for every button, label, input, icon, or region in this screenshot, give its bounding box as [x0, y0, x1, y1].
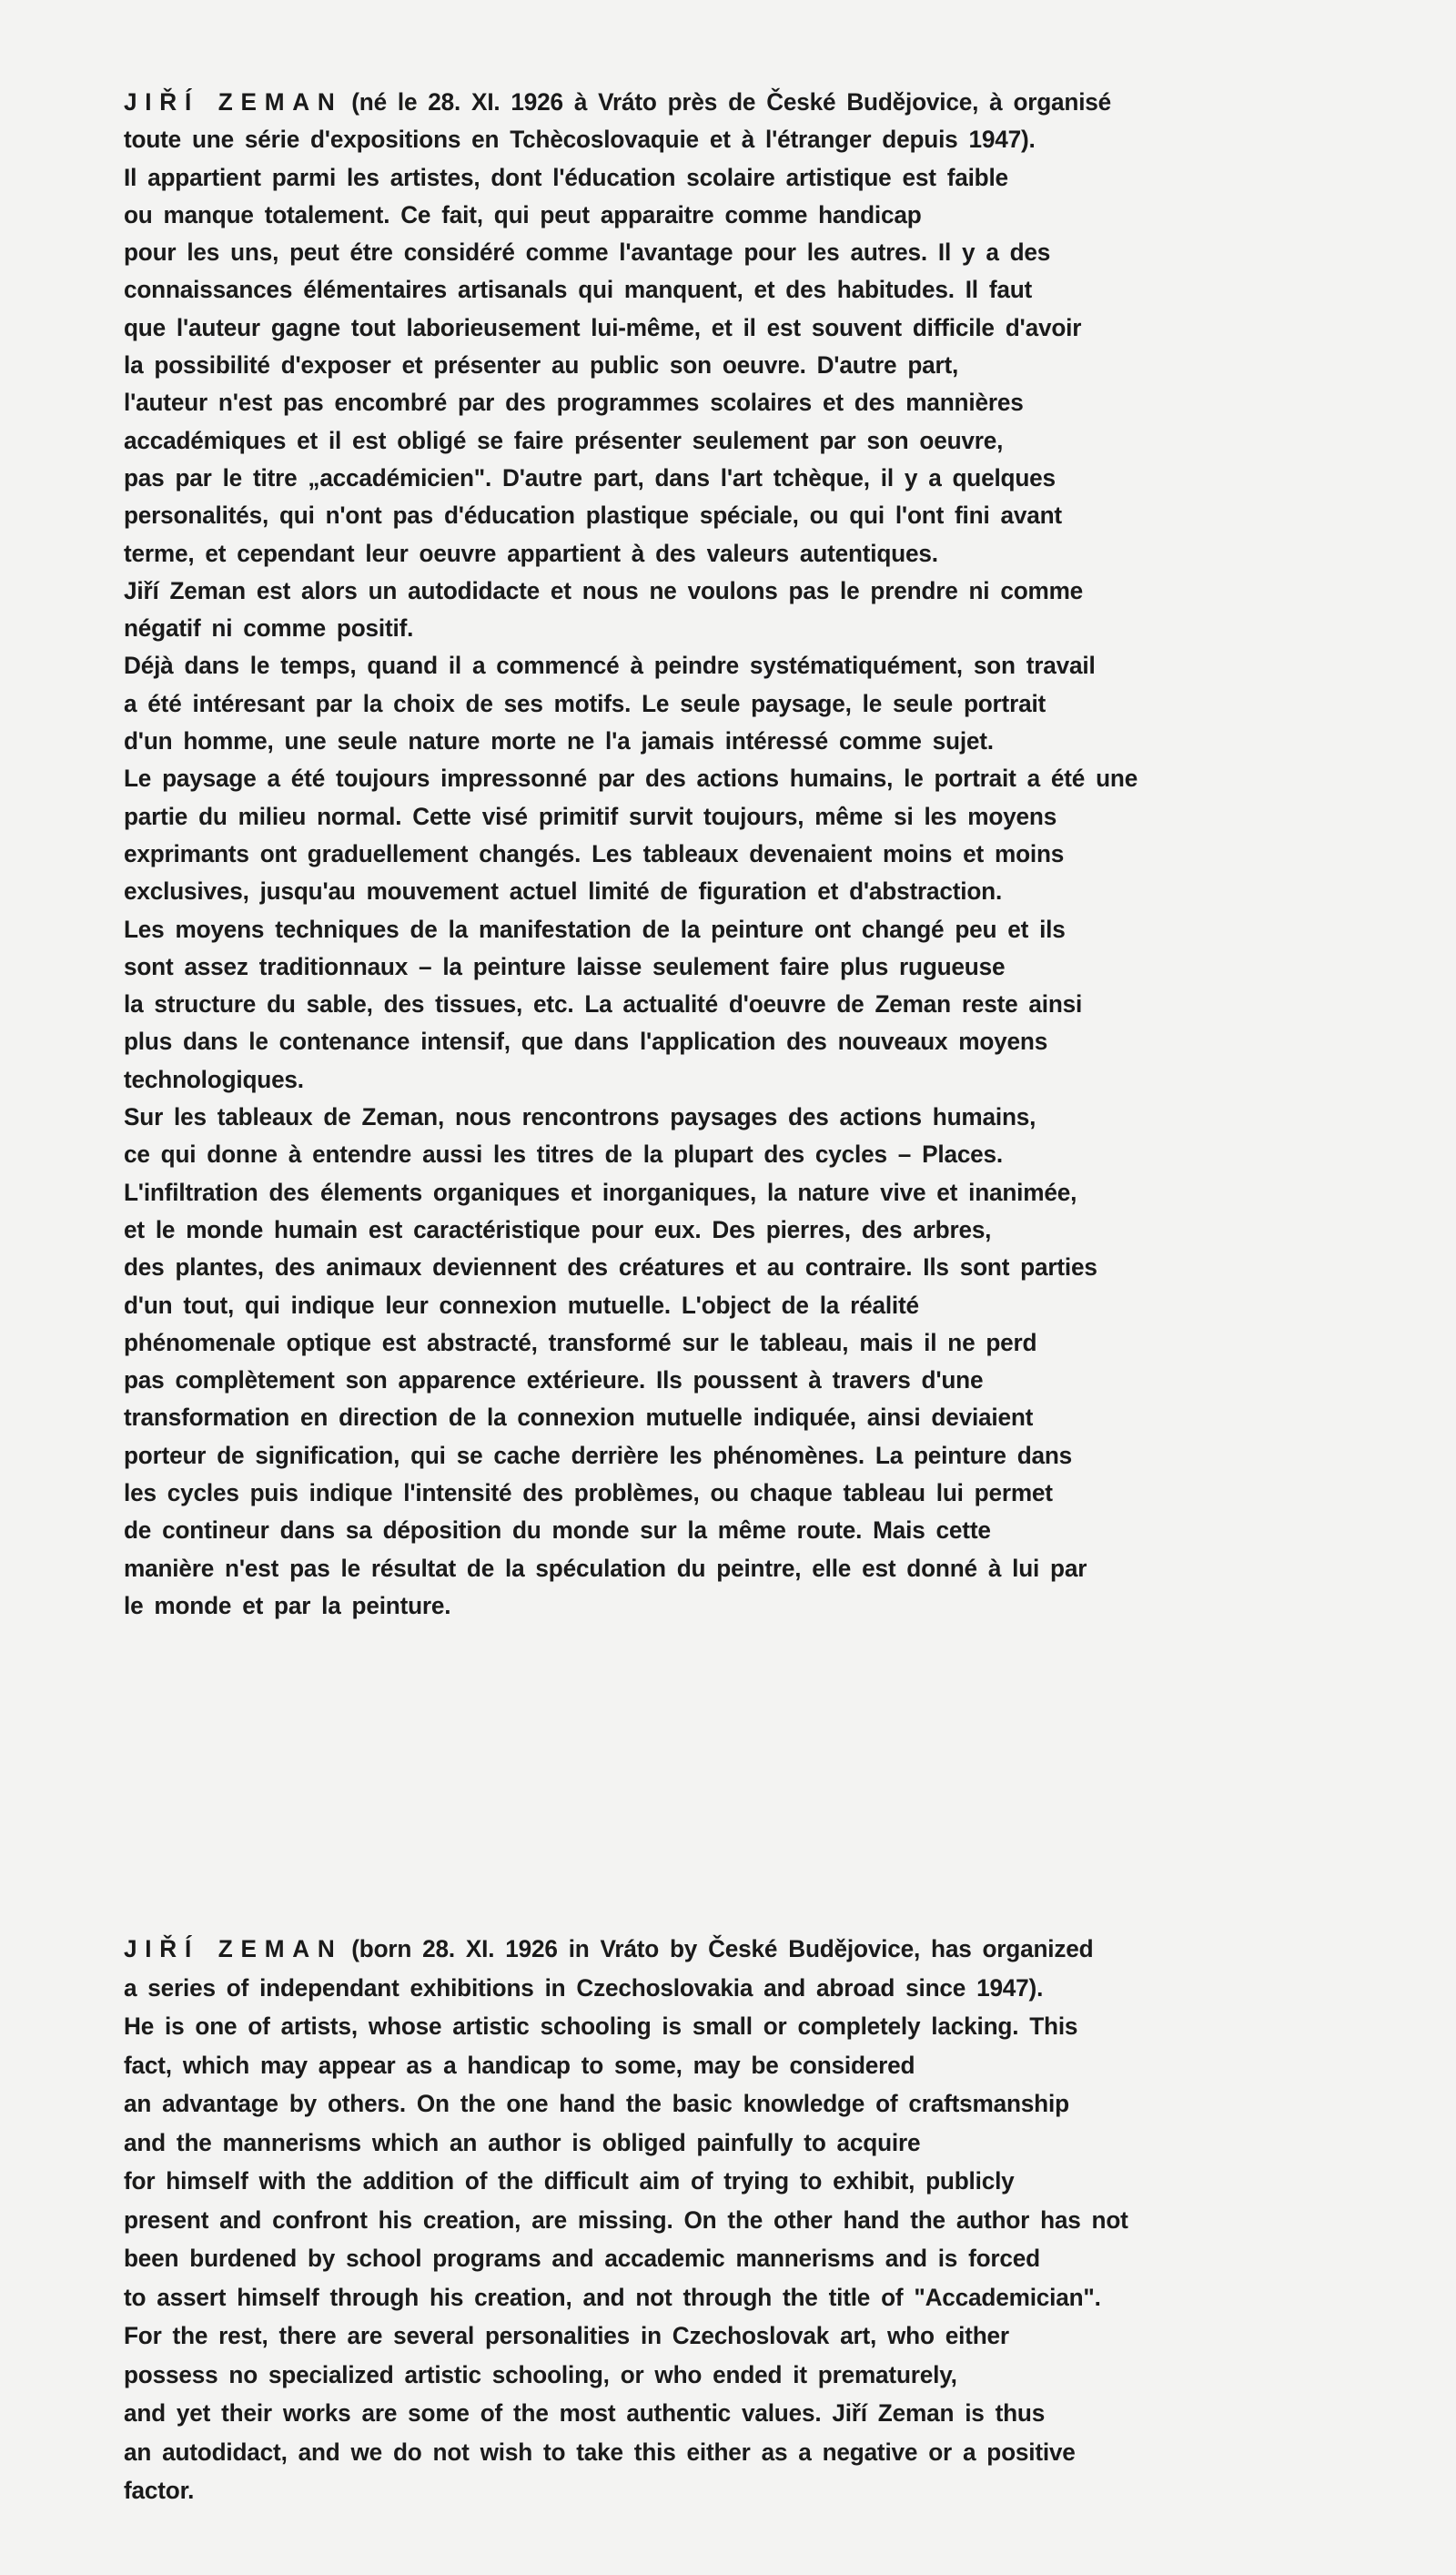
- text-line: [124, 1174, 1307, 1211]
- text-line: [124, 2201, 1307, 2240]
- line-text: exclusives, jusqu'au mouvement actuel limité de figuration et d'abstraction.: [124, 877, 1003, 906]
- line-text: que l'auteur gagne tout laborieusement lui-même, et il est souvent difficile d'avoir: [124, 313, 1082, 341]
- text-line: [124, 948, 1307, 986]
- line-text: Jiří Zeman est alors un autodidacte et nous ne voulons pas le prendre ni comme: [124, 576, 1084, 604]
- french-text-block: [124, 84, 1343, 1625]
- line-text: l'auteur n'est pas encombré par des programmes scolaires et des mannières: [124, 389, 1024, 417]
- text-line: [124, 1249, 1307, 1286]
- line-text: sont assez traditionnaux – la peinture laisse seulement faire plus rugueuse: [124, 952, 1006, 980]
- text-line: [124, 2007, 1307, 2046]
- text-line: [124, 1437, 1307, 1475]
- line-text: connaissances élémentaires artisanals qui manquent, et des habitudes. Il faut: [124, 276, 1033, 304]
- line-text: to assert himself through his creation, and not through the title of "Accademician".: [124, 2283, 1101, 2311]
- line-text: fact, which may appear as a handicap to some, may be considered: [124, 2051, 915, 2079]
- line-text: le monde et par la peinture.: [124, 1591, 451, 1619]
- text-line: [124, 384, 1307, 421]
- line-text: He is one of artists, whose artistic schooling is small or completely lacking. This: [124, 2012, 1078, 2040]
- text-line: [124, 535, 1307, 573]
- text-line: [124, 647, 1307, 684]
- line-text: accadémiques et il est obligé se faire présenter seulement par son oeuvre,: [124, 426, 1004, 454]
- text-line: [124, 610, 1307, 647]
- text-line: [124, 1023, 1307, 1060]
- line-text: les cycles puis indique l'intensité des problèmes, ou chaque tableau lui permet: [124, 1478, 1053, 1506]
- line-text: a été intéresant par la choix de ses motifs. Le seule paysage, le seule portrait: [124, 689, 1046, 717]
- line-text: Sur les tableaux de Zeman, nous rencontrons paysages des actions humains,: [124, 1103, 1036, 1131]
- line-text: and yet their works are some of the most authentic values. Jiří Zeman is thus: [124, 2399, 1046, 2427]
- text-line: [124, 1287, 1307, 1324]
- line-text: phénomenale optique est abstracté, transformé sur le tableau, mais il ne perd: [124, 1328, 1037, 1356]
- text-line: [124, 1969, 1307, 2008]
- text-line: [124, 723, 1307, 760]
- text-line: [124, 986, 1307, 1023]
- line-text: an advantage by others. On the one hand the basic knowledge of craftsmanship: [124, 2090, 1069, 2117]
- line-text: factor.: [124, 2477, 195, 2504]
- english-text-block: [124, 1930, 1343, 2510]
- line-text: partie du milieu normal. Cette visé primitif survit toujours, même si les moyens: [124, 802, 1057, 830]
- line-text: négatif ni comme positif.: [124, 614, 414, 643]
- line-text: present and confront his creation, are missing. On the other hand the author has not: [124, 2205, 1128, 2234]
- text-line: [124, 836, 1307, 873]
- line-text: Les moyens techniques de la manifestation de la peinture ont changé peu et ils: [124, 915, 1066, 943]
- line-text: (born 28. XI. 1926 in Vráto by České Budějovice, has organized: [351, 1935, 1094, 1962]
- line-text: for himself with the addition of the difficult aim of trying to exhibit, publicly: [124, 2167, 1015, 2195]
- text-line: [124, 2433, 1307, 2472]
- line-text: de contineur dans sa déposition du monde sur la même route. Mais cette: [124, 1516, 991, 1545]
- line-text: technologiques.: [124, 1065, 304, 1093]
- heading-line: [124, 84, 1307, 121]
- line-text: For the rest, there are several personalities in Czechoslovak art, who either: [124, 2322, 1009, 2349]
- text-line: [124, 1550, 1307, 1587]
- author-name: JIŘÍ ZEMAN: [124, 88, 343, 116]
- text-line: [124, 873, 1307, 910]
- line-text: plus dans le contenance intensif, que dans l'application des nouveaux moyens: [124, 1028, 1048, 1056]
- line-text: d'un tout, qui indique leur connexion mutuelle. L'object de la réalité: [124, 1291, 919, 1319]
- text-line: [124, 1324, 1307, 1362]
- line-text: d'un homme, une seule nature morte ne l'a jamais intéressé comme sujet.: [124, 727, 994, 755]
- line-text: pas par le titre „accadémicien". D'autre part, dans l'art tchèque, il y a quelques: [124, 463, 1056, 492]
- text-line: [124, 685, 1307, 723]
- text-line: [124, 1512, 1307, 1549]
- text-line: [124, 798, 1307, 836]
- text-line: [124, 2046, 1307, 2085]
- text-line: [124, 234, 1307, 271]
- text-line: [124, 1099, 1307, 1136]
- line-text: terme, et cependant leur oeuvre appartient à des valeurs autentiques.: [124, 539, 938, 567]
- text-line: [124, 497, 1307, 534]
- text-line: [124, 2084, 1307, 2124]
- text-line: [124, 2394, 1307, 2433]
- line-text: des plantes, des animaux deviennent des créatures et au contraire. Ils sont parties: [124, 1253, 1097, 1282]
- text-line: [124, 1475, 1307, 1512]
- line-text: transformation en direction de la connexion mutuelle indiquée, ainsi deviaient: [124, 1404, 1034, 1432]
- text-line: [124, 573, 1307, 610]
- text-line: [124, 121, 1307, 158]
- line-text: pas complètement son apparence extérieure. Ils poussent à travers d'une: [124, 1366, 984, 1394]
- text-line: [124, 1211, 1307, 1249]
- line-text: Il appartient parmi les artistes, dont l'éducation scolaire artistique est faible: [124, 163, 1008, 191]
- heading-line: [124, 1930, 1307, 1969]
- line-text: et le monde humain est caractéristique pour eux. Des pierres, des arbres,: [124, 1215, 992, 1243]
- line-text: Déjà dans le temps, quand il a commencé à peindre systématiquément, son travail: [124, 652, 1096, 680]
- author-name: JIŘÍ ZEMAN: [124, 1935, 343, 1962]
- text-line: [124, 460, 1307, 497]
- line-text: been burdened by school programs and accademic mannerisms and is forced: [124, 2245, 1040, 2272]
- text-line: [124, 197, 1307, 234]
- text-line: [124, 1136, 1307, 1173]
- text-line: [124, 422, 1307, 460]
- line-text: (né le 28. XI. 1926 à Vráto près de České Budějovice, à organisé: [351, 88, 1112, 116]
- line-text: ce qui donne à entendre aussi les titres de la plupart des cycles – Places.: [124, 1141, 1004, 1169]
- text-line: [124, 309, 1307, 347]
- line-text: Le paysage a été toujours impressonné par des actions humains, le portrait a été une: [124, 765, 1138, 793]
- line-text: personalités, qui n'ont pas d'éducation plastique spéciale, ou qui l'ont fini avant: [124, 502, 1062, 530]
- text-line: [124, 2124, 1307, 2163]
- line-text: manière n'est pas le résultat de la spéculation du peintre, elle est donné à lui par: [124, 1554, 1087, 1582]
- line-text: exprimants ont graduellement changés. Les tableaux devenaient moins et moins: [124, 839, 1065, 867]
- text-line: [124, 159, 1307, 197]
- text-line: [124, 347, 1307, 384]
- line-text: pour les uns, peut étre considéré comme l'avantage pour les autres. Il y a des: [124, 238, 1051, 267]
- line-text: porteur de signification, qui se cache derrière les phénomènes. La peinture dans: [124, 1441, 1073, 1469]
- line-text: la possibilité d'exposer et présenter au public son oeuvre. D'autre part,: [124, 351, 959, 380]
- text-line: [124, 2316, 1307, 2356]
- line-text: la structure du sable, des tissues, etc. La actualité d'oeuvre de Zeman reste ainsi: [124, 990, 1083, 1019]
- line-text: a series of independant exhibitions in Czechoslovakia and abroad since 1947).: [124, 1973, 1044, 2002]
- text-line: [124, 2239, 1307, 2278]
- line-text: and the mannerisms which an author is obliged painfully to acquire: [124, 2128, 921, 2156]
- text-line: [124, 2356, 1307, 2395]
- text-line: [124, 2278, 1307, 2317]
- line-text: possess no specialized artistic schooling, or who ended it prematurely,: [124, 2360, 957, 2388]
- text-line: [124, 1587, 1307, 1625]
- line-text: ou manque totalement. Ce fait, qui peut apparaitre comme handicap: [124, 200, 922, 228]
- text-line: [124, 760, 1307, 797]
- line-text: L'infiltration des élements organiques et inorganiques, la nature vive et inanimée,: [124, 1178, 1077, 1206]
- line-text: an autodidact, and we do not wish to take this either as a negative or a positive: [124, 2438, 1076, 2466]
- text-line: [124, 1362, 1307, 1399]
- line-text: toute une série d'expositions en Tchècoslovaquie et à l'étranger depuis 1947).: [124, 126, 1036, 154]
- text-line: [124, 1399, 1307, 1436]
- text-line: [124, 911, 1307, 948]
- text-line: [124, 2471, 1307, 2510]
- text-line: [124, 271, 1307, 309]
- text-line: [124, 1061, 1307, 1099]
- text-line: [124, 2162, 1307, 2201]
